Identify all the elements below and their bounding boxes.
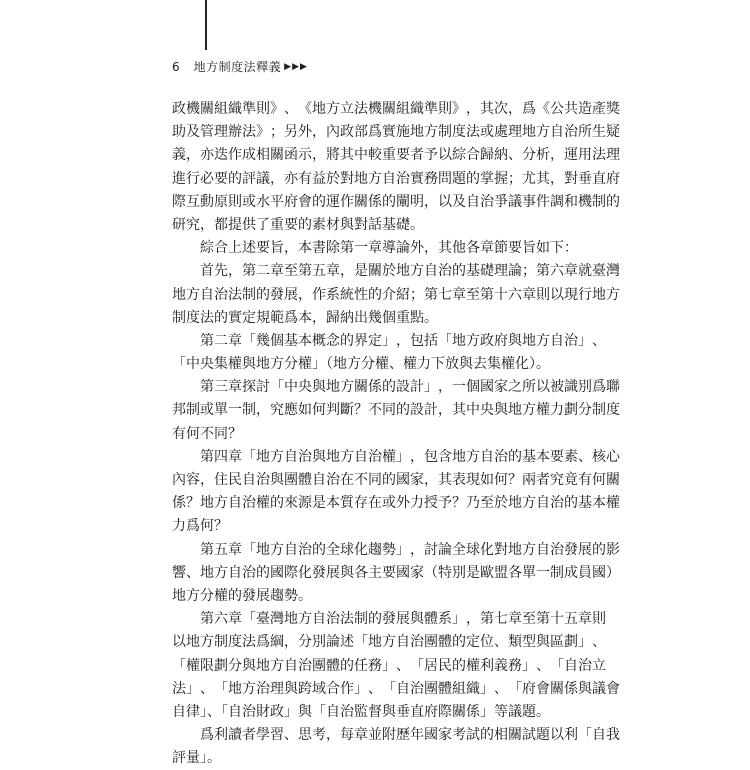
text-line: 第 三 章 探 討 「 中 央 與 地 方 關 係 的 設 計 」 ， 一 個 國 家 之 所 以 被 識 別 爲 聯 xyxy=(200,379,620,396)
text-line: 研究，都提供了重要的素材與對話基礎。 xyxy=(172,216,424,233)
text-line: 第 五 章 「 地 方 自 治 的 全 球 化 趨 勢 」 ， 討 論 全 球 化 對 地 方 自 治 發 展 的 影 xyxy=(200,541,620,558)
text-line: 「 權 限 劃 分 與 地 方 自 治 團 體 的 任 務 」 、 「 居 民 的 權 利 義 務 」 、 「 自 治 立 xyxy=(172,657,606,674)
text-line: 「中央集權與地方分權」（地方分權、權力下放與去集權化）。 xyxy=(172,356,550,373)
header-arrow-icons: ▶▶▶ xyxy=(284,61,308,72)
text-line: 地 方 自 治 法 制 的 發 展 ， 作 系 統 性 的 介 紹 ； 第 七 章 至 第 十 六 章 則 以 現 行 地 方 xyxy=(172,286,620,303)
paragraph xyxy=(172,330,606,376)
paragraph xyxy=(172,237,584,260)
text-line: 綜合上述要旨，本書除第一章導論外，其他各章節要旨如下： xyxy=(200,240,578,257)
text-line: 評量」。 xyxy=(172,750,221,767)
top-vertical-rule xyxy=(205,0,207,50)
paragraph xyxy=(172,98,620,237)
page-number: 6 xyxy=(172,59,180,74)
paragraph xyxy=(172,260,620,330)
text-line: 制度法的實定規範爲本，歸納出幾個重點。 xyxy=(172,309,438,326)
text-line: 自律」、「自治財政」與「自治監督與垂直府際關係」等議題。 xyxy=(172,703,550,720)
text-line: 第 四 章 「 地 方 自 治 與 地 方 自 治 權 」 ， 包 含 地 方 自 治 的 基 本 要 素 、 核 心 xyxy=(200,448,620,465)
text-line: 進 行 必 要 的 評 議 ， 亦 有 益 於 對 地 方 自 治 實 務 問 題 的 掌 握 ； 尤 其 ， 對 垂 直 府 xyxy=(172,170,620,187)
text-line: 爲 利 讀 者 學 習 、 思 考 ， 每 章 並 附 歷 年 國 家 考 試 的 相 關 試 題 以 利 「 自 我 xyxy=(200,727,620,744)
text-line: 響 、 地 方 自 治 的 國 際 化 發 展 與 各 主 要 國 家 （ 特 別 是 歐 盟 各 單 一 制 成 員 國 ） xyxy=(172,564,620,581)
book-title: 地方制度法釋義 xyxy=(193,60,282,74)
text-line: 助 及 管 理 辦 法 》 ； 另 外 ， 內 政 部 爲 實 施 地 方 制 度 法 或 處 理 地 方 自 治 所 生 疑 xyxy=(172,124,620,141)
paragraph xyxy=(172,446,620,539)
text-line: 係 ？ 地 方 自 治 權 的 來 源 是 本 質 存 在 或 外 力 授 予 ？ 乃 至 於 地 方 自 治 的 基 本 權 xyxy=(172,495,620,512)
paragraph xyxy=(172,539,620,609)
body-text xyxy=(172,98,620,770)
text-line: 第 二 章 「 幾 個 基 本 概 念 的 界 定 」 ， 包 括 「 地 方 政 府 與 地 方 自 治 」 、 xyxy=(200,332,606,349)
text-line: 義 ， 亦 迭 作 成 相 關 函 示 ， 將 其 中 較 重 要 者 予 以 綜 合 歸 納 、 分 析 ， 運 用 法 理 xyxy=(172,147,620,164)
text-line: 政 機 關 組 織 準 則 》 、 《 地 方 立 法 機 關 組 織 準 則 》 ， 其 次 ， 爲 《 公 共 造 產 獎 xyxy=(172,101,620,117)
text-line: 首 先 ， 第 二 章 至 第 五 章 ， 是 關 於 地 方 自 治 的 基 礎 理 論 ； 第 六 章 就 臺 灣 xyxy=(200,263,620,280)
running-header xyxy=(172,58,308,75)
text-line: 有何不同？ xyxy=(172,425,242,442)
text-line: 法 」 、 「 地 方 治 理 與 跨 域 合 作 」 、 「 自 治 團 體 組 織 」 、 「 府 會 關 係 與 議 會 xyxy=(172,680,620,697)
paragraph xyxy=(172,608,620,724)
text-line: 邦 制 或 單 一 制 ， 究 應 如 何 判 斷 ？ 不 同 的 設 計 ， 其 中 央 與 地 方 權 力 劃 分 制 度 xyxy=(172,402,620,419)
text-line: 第 六 章 「 臺 灣 地 方 自 治 法 制 的 發 展 與 體 系 」 ， 第 七 章 至 第 十 五 章 則 xyxy=(200,611,606,628)
text-line: 際 互 動 原 則 或 水 平 府 會 的 運 作 關 係 的 闡 明 ， 以 及 自 治 爭 議 事 件 調 和 機 制 的 xyxy=(172,193,620,210)
text-line: 內 容 ， 住 民 自 治 與 團 體 自 治 在 不 同 的 國 家 ， 其 表 現 如 何 ？ 兩 者 究 竟 有 何 關 xyxy=(172,472,620,488)
paragraph xyxy=(172,724,620,770)
text-line: 地方分權的發展趨勢。 xyxy=(172,587,312,604)
text-line: 力爲何？ xyxy=(172,518,228,535)
text-line: 以 地 方 制 度 法 爲 綱 ， 分 別 論 述 「 地 方 自 治 團 體 的 定 位 、 類 型 與 區 劃 」 、 xyxy=(172,634,606,651)
paragraph xyxy=(172,376,620,446)
